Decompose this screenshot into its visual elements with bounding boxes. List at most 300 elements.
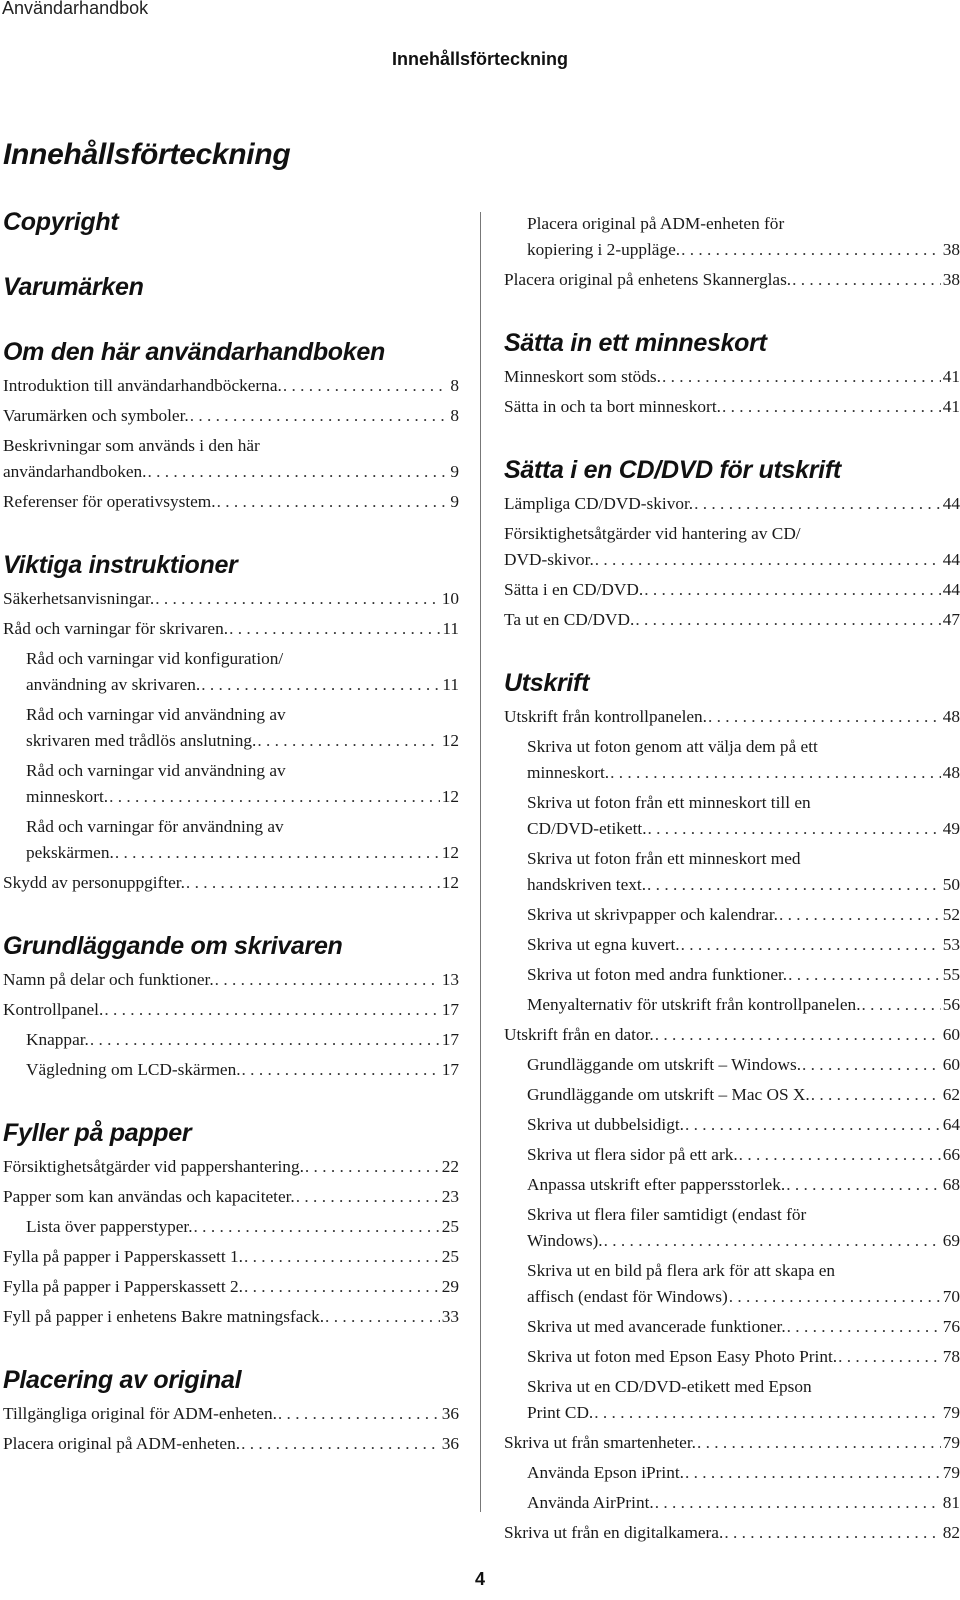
toc-entry-text: Kontrollpanel. [3, 1000, 104, 1019]
toc-entry[interactable] [3, 614, 459, 644]
toc-subentry[interactable] [504, 1372, 960, 1428]
section-heading-viktiga-instruktioner[interactable]: Viktiga instruktioner [3, 551, 238, 579]
toc-page-number: 49 [942, 819, 960, 838]
toc-entry-text: pekskärmen. [26, 843, 114, 862]
toc-entry[interactable] [504, 1020, 960, 1050]
toc-page-number: 62 [942, 1085, 960, 1104]
toc-entry-text: Fylla på papper i Papperskassett 1. [3, 1247, 243, 1266]
toc-entry-text: Skriva ut egna kuvert. [527, 935, 680, 954]
toc-page-number: 36 [441, 1404, 459, 1423]
toc-entry[interactable] [3, 1152, 459, 1182]
toc-entry-line [3, 967, 459, 993]
toc-page-number: 11 [442, 675, 459, 694]
toc-entry-text: Menyalternativ för utskrift från kontrollpanelen. [527, 995, 861, 1014]
toc-entry-line [504, 607, 960, 633]
toc-entry-text: handskriven text. [527, 875, 647, 894]
toc-page-number: 82 [942, 1523, 960, 1542]
toc-entry[interactable] [3, 584, 459, 614]
toc-entry-text: Lista över papperstyper. [26, 1217, 193, 1236]
toc-entry[interactable] [504, 1518, 960, 1548]
toc-entry-line [504, 394, 960, 420]
dot-leader [242, 1057, 440, 1083]
toc-entry-text: Skriva ut foton genom att välja dem på ett [527, 737, 818, 756]
toc-entry-line [504, 267, 960, 293]
toc-entry-line [26, 1027, 459, 1053]
dot-leader [681, 932, 941, 958]
toc-entry-text: kopiering i 2-uppläge. [527, 240, 681, 259]
toc-entry[interactable] [3, 431, 459, 487]
toc-page-number: 76 [942, 1317, 960, 1336]
toc-entry-line [527, 1172, 960, 1198]
toc-page-number: 9 [450, 462, 459, 481]
toc-entry[interactable] [504, 575, 960, 605]
toc-page-number: 44 [942, 550, 960, 569]
toc-entry-line [26, 758, 459, 784]
toc-entry-text: Råd och varningar vid användning av [26, 705, 286, 724]
toc-page-number: 47 [942, 610, 960, 629]
toc-entry-line [504, 521, 960, 547]
toc-entry-text: Beskrivningar som används i den här [3, 436, 260, 455]
toc-page-number: 17 [441, 1030, 459, 1049]
toc-entry-line [3, 459, 459, 485]
toc-entry-line [527, 932, 960, 958]
dot-leader [802, 1052, 941, 1078]
dot-leader [215, 967, 440, 993]
toc-entry[interactable] [3, 868, 459, 898]
toc-entry-text: Skriva ut från en digitalkamera. [504, 1523, 724, 1542]
toc-entry-text: Försiktighetsåtgärder vid hantering av CD/ [504, 524, 801, 543]
toc-entry-line [3, 997, 459, 1023]
dot-leader [685, 1460, 941, 1486]
toc-subentry[interactable] [504, 1170, 960, 1200]
dot-leader [104, 997, 439, 1023]
dot-leader [724, 1520, 940, 1546]
toc-subentry[interactable] [3, 1055, 459, 1085]
dot-leader [296, 1184, 440, 1210]
toc-page-number: 8 [450, 406, 459, 425]
dot-leader [278, 1401, 440, 1427]
section-heading-placering-av-original[interactable]: Placering av original [3, 1366, 242, 1394]
toc-entry-line [3, 870, 459, 896]
toc-entry-text: Introduktion till användarhandböckerna. [3, 376, 282, 395]
toc-entry[interactable] [504, 702, 960, 732]
toc-subentry[interactable] [3, 812, 459, 868]
toc-entry-text: Papper som kan användas och kapaciteter. [3, 1187, 295, 1206]
toc-entry[interactable] [3, 1272, 459, 1302]
toc-entry-line [26, 702, 459, 728]
toc-entry[interactable] [3, 487, 459, 517]
dot-leader [90, 1027, 440, 1053]
toc-page-number: 38 [942, 240, 960, 259]
toc-entry-text: Print CD. [527, 1403, 594, 1422]
toc-entry-line [504, 364, 960, 390]
toc-entry[interactable] [504, 362, 960, 392]
toc-page-number: 12 [441, 787, 459, 806]
toc-page-number: 12 [441, 731, 459, 750]
dot-leader [681, 237, 941, 263]
page-title: Innehållsförteckning [3, 138, 291, 171]
toc-entry-line [527, 1082, 960, 1108]
toc-entry-line [26, 840, 459, 866]
toc-entry-text: Windows). [527, 1231, 603, 1250]
toc-entry-text: Placera original på ADM-enheten för [527, 214, 785, 233]
toc-entry-text: Anpassa utskrift efter pappersstorlek. [527, 1175, 786, 1194]
toc-page-number: 8 [450, 376, 459, 395]
dot-leader [648, 816, 941, 842]
toc-entry[interactable] [504, 392, 960, 422]
toc-entry-text: DVD-skivor. [504, 550, 594, 569]
toc-entry-text: Skydd av personuppgifter. [3, 873, 185, 892]
toc-entry-text: Skriva ut foton från ett minneskort med [527, 849, 801, 868]
toc-entry-text: Fyll på papper i enhetens Bakre matningsfack. [3, 1307, 325, 1326]
toc-subentry[interactable] [504, 990, 960, 1020]
toc-entry-line [527, 872, 960, 898]
toc-entry-text: Skriva ut foton från ett minneskort till en [527, 793, 811, 812]
toc-subentry[interactable] [3, 1212, 459, 1242]
toc-subentry[interactable] [504, 1312, 960, 1342]
toc-page-number: 66 [942, 1145, 960, 1164]
toc-entry-text: användning av skrivaren. [26, 675, 201, 694]
dot-leader [109, 784, 440, 810]
toc-entry[interactable] [504, 265, 960, 295]
toc-entry[interactable] [3, 1429, 459, 1459]
toc-entry-line [3, 489, 459, 515]
toc-entry-line [527, 902, 960, 928]
toc-entry-line [527, 816, 960, 842]
toc-entry-line [527, 1052, 960, 1078]
dot-leader [190, 403, 449, 429]
dot-leader [862, 992, 941, 1018]
toc-entry-text: Sätta in och ta bort minneskort. [504, 397, 721, 416]
dot-leader [594, 1400, 940, 1426]
toc-page-number: 50 [942, 875, 960, 894]
toc-entry-line [3, 1244, 459, 1270]
toc-entry-line [3, 586, 459, 612]
toc-entry-text: Vägledning om LCD-skärmen. [26, 1060, 241, 1079]
dot-leader [697, 1430, 941, 1456]
toc-page-number: 79 [942, 1433, 960, 1452]
toc-entry[interactable] [3, 1182, 459, 1212]
toc-entry-text: Försiktighetsåtgärder vid pappershantering. [3, 1157, 304, 1176]
dot-leader [244, 1244, 440, 1270]
toc-entry-text: Råd och varningar vid konfiguration/ [26, 649, 284, 668]
toc-entry-text: Ta ut en CD/DVD. [504, 610, 635, 629]
toc-entry-line [26, 784, 459, 810]
toc-page-number: 25 [441, 1247, 459, 1266]
toc-entry-text: Tillgängliga original för ADM-enheten. [3, 1404, 277, 1423]
section-heading-utskrift[interactable]: Utskrift [504, 669, 590, 697]
toc-page-number: 13 [441, 970, 459, 989]
toc-subentry[interactable] [504, 1342, 960, 1372]
toc-page-number: 33 [441, 1307, 459, 1326]
column-divider [480, 212, 481, 1512]
toc-page-number: 52 [942, 905, 960, 924]
toc-entry-line [3, 1184, 459, 1210]
toc-entry-line [527, 1112, 960, 1138]
dot-leader [186, 870, 440, 896]
toc-entry-text: användarhandboken. [3, 462, 147, 481]
toc-page-number: 44 [942, 580, 960, 599]
toc-entry-line [527, 1374, 960, 1400]
toc-entry-line [504, 1520, 960, 1546]
toc-entry-line [527, 1228, 960, 1254]
toc-page-number: 48 [942, 707, 960, 726]
toc-entry-line [527, 1400, 960, 1426]
toc-entry-line [3, 1304, 459, 1330]
dot-leader [792, 267, 941, 293]
dot-leader [595, 547, 941, 573]
toc-entry-text: Minneskort som stöds. [504, 367, 661, 386]
dot-leader [647, 872, 941, 898]
toc-entry-line [527, 237, 960, 263]
toc-entry[interactable] [3, 965, 459, 995]
toc-entry-text: Skriva ut foton med andra funktioner. [527, 965, 788, 984]
toc-entry-line [504, 704, 960, 730]
section-heading-fyller-pa-papper[interactable]: Fyller på papper [3, 1119, 192, 1147]
dot-leader [788, 962, 941, 988]
toc-subentry[interactable] [504, 732, 960, 788]
toc-page-number: 79 [942, 1463, 960, 1482]
toc-page-number: 17 [441, 1000, 459, 1019]
toc-entry-text: Placera original på enhetens Skannerglas. [504, 270, 792, 289]
toc-entry-text: skrivaren med trådlös anslutning. [26, 731, 257, 750]
toc-page-number: 36 [441, 1434, 459, 1453]
toc-entry[interactable] [3, 401, 459, 431]
toc-page-number: 11 [442, 619, 459, 638]
toc-entry-text: Råd och varningar för skrivaren. [3, 619, 229, 638]
toc-entry[interactable] [504, 605, 960, 635]
toc-page-number: 81 [942, 1493, 960, 1512]
toc-entry-text: Fylla på papper i Papperskassett 2. [3, 1277, 243, 1296]
toc-right-column [504, 209, 960, 1548]
toc-entry-line [527, 962, 960, 988]
toc-entry-line [3, 616, 459, 642]
toc-entry-line [527, 1284, 960, 1310]
dot-leader [194, 1214, 440, 1240]
dot-leader [786, 1172, 941, 1198]
toc-entry-text: Råd och varningar vid användning av [26, 761, 286, 780]
toc-page-number: 44 [942, 494, 960, 513]
toc-subentry[interactable] [504, 1458, 960, 1488]
toc-page-number: 79 [942, 1403, 960, 1422]
toc-entry-line [527, 1142, 960, 1168]
toc-subentry[interactable] [3, 700, 459, 756]
toc-page-number: 41 [942, 367, 960, 386]
toc-entry-line [26, 728, 459, 754]
toc-page-number: 68 [942, 1175, 960, 1194]
toc-entry[interactable] [3, 371, 459, 401]
dot-leader [115, 840, 440, 866]
toc-entry[interactable] [3, 995, 459, 1025]
section-heading-om-den-har-anvandarhandboken[interactable]: Om den här användarhandboken [3, 338, 385, 366]
dot-leader [244, 1274, 440, 1300]
toc-entry-text: Skriva ut dubbelsidigt. [527, 1115, 684, 1134]
toc-entry[interactable] [504, 1428, 960, 1458]
dot-leader [779, 902, 941, 928]
dot-leader [217, 489, 449, 515]
dot-leader [635, 607, 940, 633]
toc-entry-line [504, 491, 960, 517]
toc-entry-line [527, 1314, 960, 1340]
toc-entry-line [527, 211, 960, 237]
toc-entry-line [26, 672, 459, 698]
toc-subentry[interactable] [3, 756, 459, 812]
toc-subentry[interactable] [504, 900, 960, 930]
toc-entry-line [527, 760, 960, 786]
toc-entry-line [527, 790, 960, 816]
toc-entry-line [3, 433, 459, 459]
toc-subentry[interactable] [504, 1080, 960, 1110]
page-number: 4 [474, 1569, 485, 1589]
toc-entry-text: Varumärken och symboler. [3, 406, 189, 425]
toc-page-number: 55 [942, 965, 960, 984]
toc-subentry[interactable] [504, 1256, 960, 1312]
toc-page-number: 25 [441, 1217, 459, 1236]
toc-page-number: 23 [441, 1187, 459, 1206]
toc-entry-line [527, 734, 960, 760]
toc-page-number: 48 [942, 763, 960, 782]
toc-entry-line [3, 1401, 459, 1427]
toc-page-number: 69 [942, 1231, 960, 1250]
toc-entry-text: Referenser för operativsystem. [3, 492, 216, 511]
dot-leader [201, 672, 440, 698]
dot-leader [708, 704, 941, 730]
dot-leader [655, 1022, 941, 1048]
running-header: Innehållsförteckning [391, 49, 569, 69]
toc-entry-text: Skriva ut skrivpapper och kalendrar. [527, 905, 778, 924]
toc-entry-line [3, 1274, 459, 1300]
toc-page-number: 53 [942, 935, 960, 954]
toc-subentry[interactable] [504, 1140, 960, 1170]
toc-entry-line [26, 646, 459, 672]
dot-leader [694, 491, 941, 517]
toc-entry-text: Skriva ut från smartenheter. [504, 1433, 696, 1452]
toc-entry-text: minneskort. [527, 763, 610, 782]
toc-entry-text: Utskrift från en dator. [504, 1025, 654, 1044]
toc-entry-text: CD/DVD-etikett. [527, 819, 647, 838]
dot-leader [155, 586, 440, 612]
toc-entry-text: Skriva ut med avancerade funktioner. [527, 1317, 786, 1336]
dot-leader [811, 1082, 941, 1108]
toc-entry-line [3, 1431, 459, 1457]
dot-leader [662, 364, 941, 390]
toc-page-number: 10 [441, 589, 459, 608]
section-heading-copyright[interactable]: Copyright [3, 208, 119, 236]
toc-entry[interactable] [3, 1242, 459, 1272]
dot-leader [644, 577, 941, 603]
toc-page-number: 9 [450, 492, 459, 511]
dot-leader [610, 760, 941, 786]
dot-leader [257, 728, 439, 754]
dot-leader [305, 1154, 440, 1180]
toc-left-column [3, 205, 459, 1459]
toc-entry-line [504, 1022, 960, 1048]
toc-page-number: 12 [441, 843, 459, 862]
toc-entry[interactable] [504, 519, 960, 575]
dot-leader [838, 1344, 941, 1370]
toc-entry-line [527, 1460, 960, 1486]
toc-entry-line [26, 1057, 459, 1083]
toc-entry-line [3, 373, 459, 399]
dot-leader [739, 1142, 941, 1168]
toc-entry-text: Namn på delar och funktioner. [3, 970, 214, 989]
toc-page-number: 64 [942, 1115, 960, 1134]
toc-entry-text: Placera original på ADM-enheten. [3, 1434, 241, 1453]
toc-subentry[interactable] [504, 1200, 960, 1256]
toc-entry-text: Använda Epson iPrint. [527, 1463, 684, 1482]
dot-leader [241, 1431, 440, 1457]
toc-subentry[interactable] [504, 1110, 960, 1140]
toc-entry-text: Skriva ut en CD/DVD-etikett med Epson [527, 1377, 812, 1396]
toc-entry-line [527, 1202, 960, 1228]
toc-subentry[interactable] [504, 1488, 960, 1518]
toc-entry-text: Lämpliga CD/DVD-skivor. [504, 494, 694, 513]
toc-subentry[interactable] [504, 209, 960, 265]
toc-page-number: 22 [441, 1157, 459, 1176]
toc-entry[interactable] [3, 1302, 459, 1332]
toc-entry-text: Råd och varningar för användning av [26, 817, 284, 836]
toc-entry-line [527, 992, 960, 1018]
toc-page-number: 41 [942, 397, 960, 416]
dot-leader [147, 459, 448, 485]
toc-entry-text: Grundläggande om utskrift – Mac OS X. [527, 1085, 810, 1104]
toc-entry-text: Grundläggande om utskrift – Windows. [527, 1055, 802, 1074]
dot-leader [722, 394, 941, 420]
toc-entry-line [504, 1430, 960, 1456]
toc-entry-text: Skriva ut en bild på flera ark för att skapa en [527, 1261, 836, 1280]
toc-page-number: 56 [942, 995, 960, 1014]
toc-page-number: 38 [942, 270, 960, 289]
toc-subentry[interactable] [504, 788, 960, 844]
toc-subentry[interactable] [504, 1050, 960, 1080]
dot-leader [604, 1228, 941, 1254]
dot-leader [229, 616, 440, 642]
toc-entry-text: Skriva ut flera sidor på ett ark. [527, 1145, 738, 1164]
section-heading-satta-i-en-cd-dvd-for-utskrift[interactable]: Sätta i en CD/DVD för utskrift [504, 456, 841, 484]
toc-subentry[interactable] [504, 960, 960, 990]
toc-page-number: 78 [942, 1347, 960, 1366]
toc-entry[interactable] [3, 1399, 459, 1429]
toc-entry-line [26, 814, 459, 840]
dot-leader [325, 1304, 440, 1330]
section-heading-grundlaggande-om-skrivaren[interactable]: Grundläggande om skrivaren [3, 932, 343, 960]
toc-entry-text: Knappar. [26, 1030, 89, 1049]
toc-entry-line [527, 1258, 960, 1284]
dot-leader [787, 1314, 941, 1340]
section-heading-varumarken[interactable]: Varumärken [3, 273, 144, 301]
toc-subentry[interactable] [3, 644, 459, 700]
toc-entry-text: affisch (endast för Windows) [527, 1287, 728, 1306]
toc-entry-line [527, 1344, 960, 1370]
dot-leader [685, 1112, 941, 1138]
section-heading-satta-in-ett-minneskort[interactable]: Sätta in ett minneskort [504, 329, 767, 357]
toc-subentry[interactable] [504, 930, 960, 960]
toc-page-number: 60 [942, 1025, 960, 1044]
toc-entry-line [527, 1490, 960, 1516]
toc-entry-line [504, 577, 960, 603]
toc-entry-text: Säkerhetsanvisningar. [3, 589, 155, 608]
toc-entry-text: minneskort. [26, 787, 109, 806]
document-name: Användarhandbok [2, 0, 149, 18]
dot-leader [655, 1490, 941, 1516]
toc-subentry[interactable] [504, 844, 960, 900]
toc-page-number: 60 [942, 1055, 960, 1074]
toc-entry[interactable] [504, 489, 960, 519]
dot-leader [729, 1284, 941, 1310]
toc-entry-text: Använda AirPrint. [527, 1493, 654, 1512]
toc-subentry[interactable] [3, 1025, 459, 1055]
toc-entry-line [3, 1154, 459, 1180]
